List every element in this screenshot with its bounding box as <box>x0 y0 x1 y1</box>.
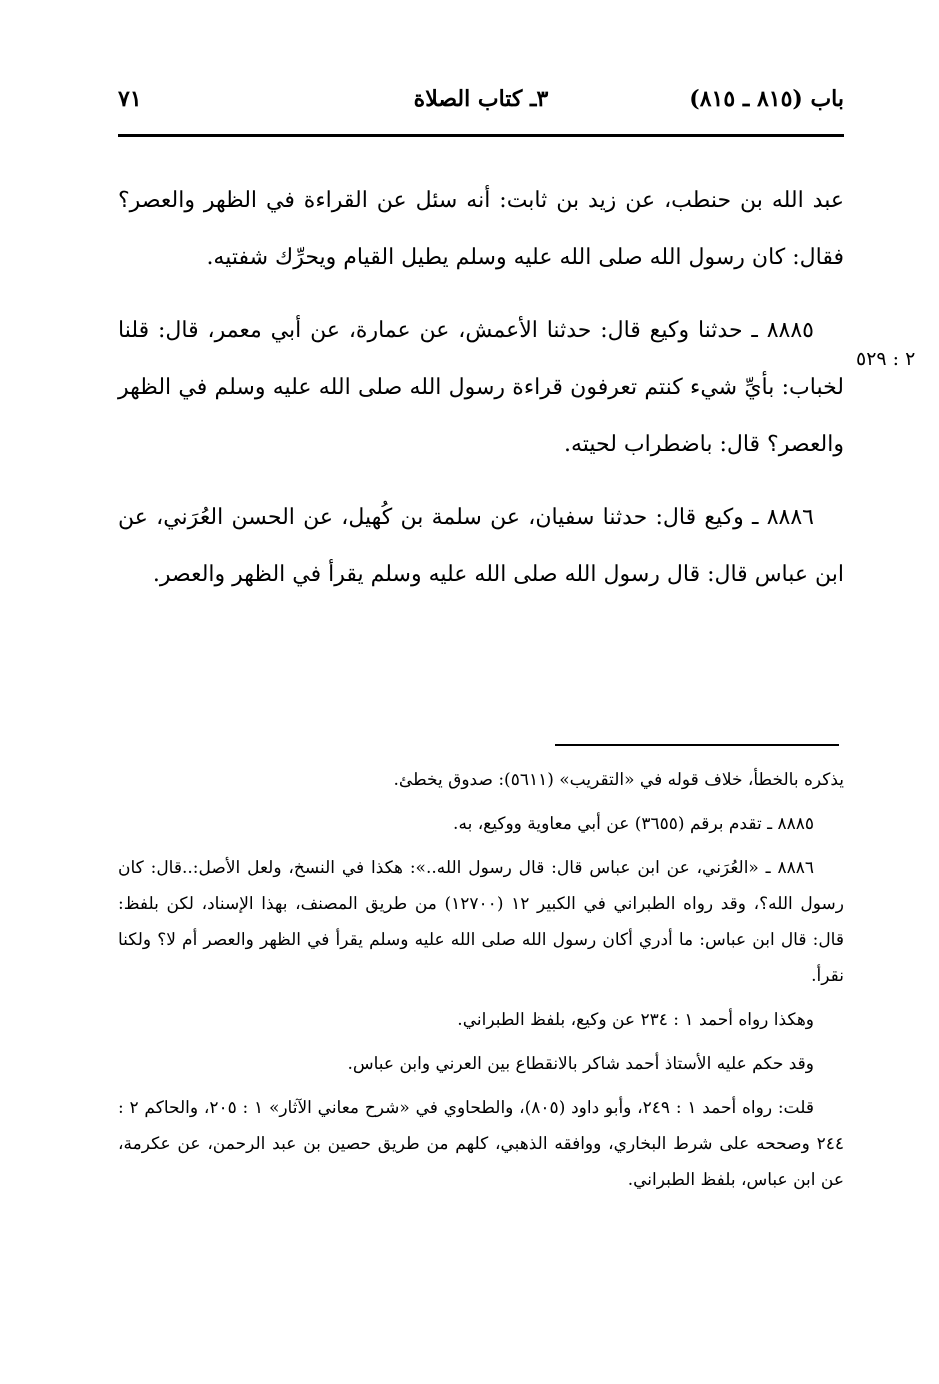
chapter-title: باب (٨١٥ ـ ٨١٥) <box>689 86 844 112</box>
page-header <box>118 86 844 126</box>
header-rule <box>118 134 844 137</box>
footnote-ahmad: وهكذا رواه أحمد ١ : ٢٣٤ عن وكيع، بلفظ الطبراني. <box>457 1010 814 1030</box>
main-text <box>118 172 844 619</box>
footnote-8885: ٨٨٨٥ ـ تقدم برقم (٣٦٥٥) عن أبي معاوية ووكيع، به. <box>453 814 814 834</box>
paragraph-continuation: عبد الله بن حنطب، عن زيد بن ثابت: أنه سئل عن القراءة في الظهر والعصر؟ فقال: كان رسول الله صلى الله عليه وسلم يطيل القيام ويحرِّك شفتيه. <box>118 188 844 270</box>
hadith-8886: ٨٨٨٦ ـ وكيع قال: حدثنا سفيان، عن سلمة بن كُهيل، عن الحسن العُرَني، عن ابن عباس قال: قال رسول الله صلى الله عليه وسلم يقرأ في الظهر والعصر. <box>118 505 844 587</box>
footnote-qultu: قلت: رواه أحمد ١ : ٢٤٩، وأبو داود (٨٠٥)، والطحاوي في «شرح معاني الآثار» ١ : ٢٠٥، والحاكم ٢ : ٢٤٤ وصححه على شرط البخاري، ووافقه الذهبي، كلهم من طريق حصين بن عبد الرحمن، عن عكرمة، عن ابن عباس، بلفظ الطبراني. <box>118 1098 844 1190</box>
page-number: ٧١ <box>118 86 142 112</box>
footnote-separator <box>555 744 839 746</box>
hadith-8885: ٨٨٨٥ ـ حدثنا وكيع قال: حدثنا الأعمش، عن عمارة، عن أبي معمر، قال: قلنا لخباب: بأيِّ شيء كنتم تعرفون قراءة رسول الله صلى الله عليه وسلم في الظهر والعصر؟ قال: باضطراب لحيته. <box>118 318 844 457</box>
margin-reference: ٢ : ٥٢٩ <box>856 348 916 370</box>
footnote-8886: ٨٨٨٦ ـ «العُرَني، عن ابن عباس قال: قال رسول الله..»: هكذا في النسخ، ولعل الأصل:..قال: كان رسول الله؟، وقد رواه الطبراني في الكبير ١٢ (١٢٧٠٠) من طريق المصنف، بهذا الإسناد، لكن بلفظ: قال: قال ابن عباس: ما أدري أكان رسول الله صلى الله عليه وسلم يقرأ في الظهر والعصر أم لا؟ ولكنا نقرأ. <box>118 858 844 986</box>
book-title: ٣ـ كتاب الصلاة <box>413 86 549 112</box>
footnote-shakir: وقد حكم عليه الأستاذ أحمد شاكر بالانقطاع بين العرني وابن عباس. <box>347 1054 814 1074</box>
footnote-continuation: يذكره بالخطأ، خلاف قوله في «التقريب» (٥٦١١): صدوق يخطئ. <box>393 770 844 790</box>
footnotes <box>118 762 844 1206</box>
